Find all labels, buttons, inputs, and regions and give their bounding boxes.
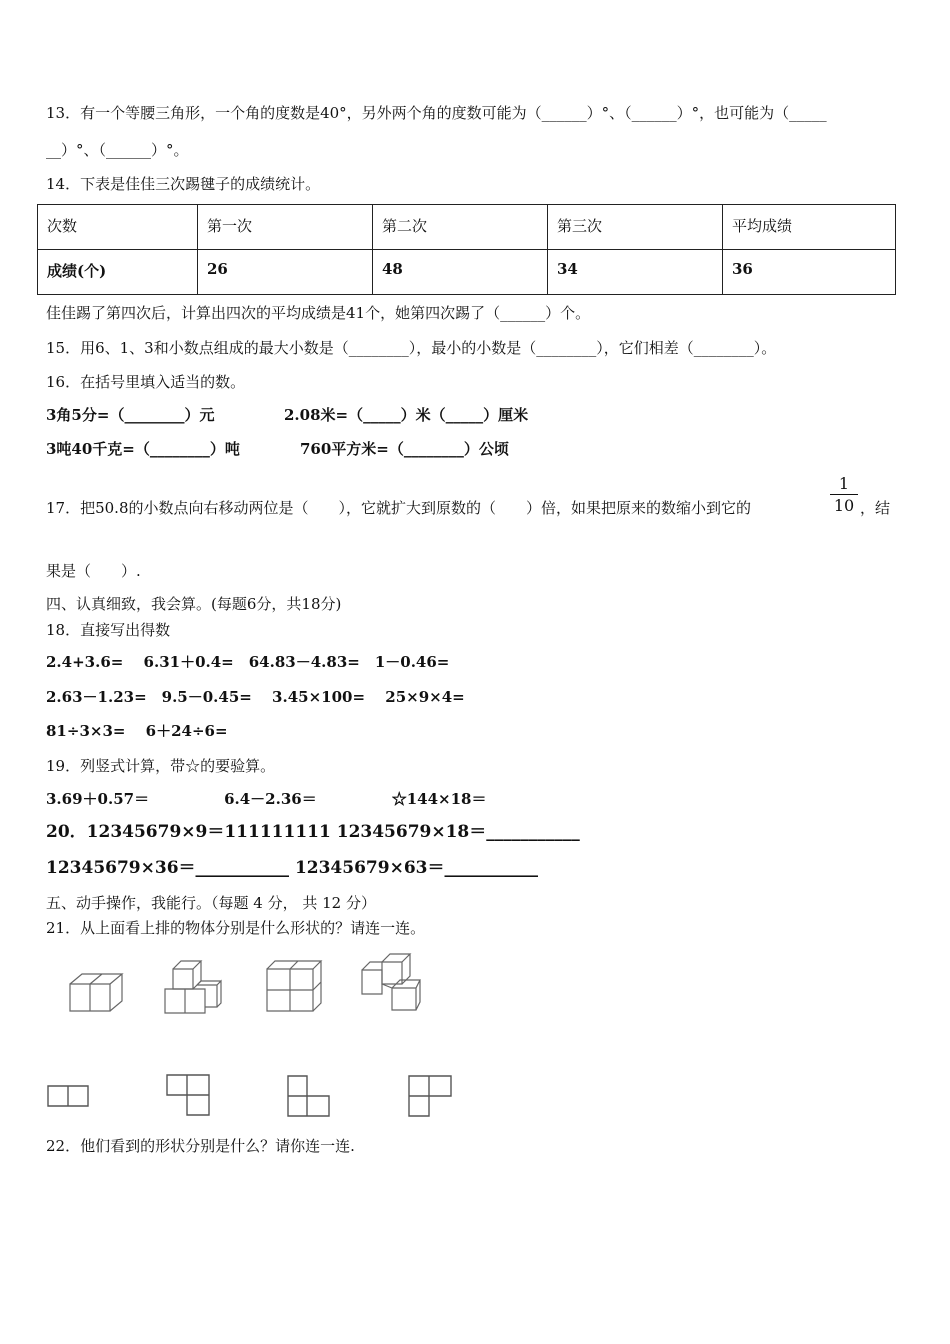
table-cell: 36 [723, 250, 896, 295]
view-shape-4 [405, 1073, 455, 1119]
q16-c: 3吨40千克=（________）吨 [46, 440, 240, 458]
table-cell: 34 [548, 250, 723, 295]
q21-title: 21．从上面看上排的物体分别是什么形状的？请连一连。 [46, 919, 426, 937]
cube-figure-4 [358, 950, 424, 1014]
view-shape-2 [165, 1072, 213, 1118]
table-header-cell: 第二次 [373, 205, 548, 250]
q22-title: 22．他们看到的形状分别是什么？请你连一连. [46, 1137, 355, 1155]
q14-title: 14．下表是佳佳三次踢毽子的成绩统计。 [46, 175, 321, 193]
q18-row1: 2.4+3.6= 6.31＋0.4= 64.83－4.83= 1－0.46= [46, 653, 450, 671]
q14-after: 佳佳踢了第四次后，计算出四次的平均成绩是41个，她第四次踢了（______）个。 [46, 304, 591, 322]
view-shape-1 [46, 1082, 92, 1110]
table-cell: 48 [373, 250, 548, 295]
q19-title: 19．列竖式计算，带☆的要验算。 [46, 757, 276, 775]
cube-figure-3 [263, 957, 323, 1015]
table-header-cell: 次数 [38, 205, 198, 250]
q18-title: 18．直接写出得数 [46, 621, 171, 639]
fraction-numerator: 1 [830, 474, 858, 495]
table-header-cell: 第三次 [548, 205, 723, 250]
q18-row2: 2.63－1.23= 9.5－0.45= 3.45×100= 25×9×4= [46, 688, 465, 706]
fraction-one-tenth [830, 474, 858, 517]
q15-line: 15．用6、1、3和小数点组成的最大小数是（________），最小的小数是（________），它们相差（________）。 [46, 339, 777, 357]
q19-row: 3.69＋0.57＝ 6.4－2.36＝ ☆144×18＝ [46, 790, 487, 808]
table-cell: 26 [198, 250, 373, 295]
table-cell: 成绩(个) [38, 250, 198, 295]
q13-line2: __）°、（______）°。 [46, 141, 189, 159]
q17-part2: ，结 [860, 499, 891, 517]
cube-figure-2 [161, 957, 225, 1017]
section5-heading: 五、动手操作，我能行。（每题 4 分， 共 12 分） [46, 894, 376, 912]
table-header-cell: 平均成绩 [723, 205, 896, 250]
q16-d: 760平方米=（________）公顷 [300, 440, 509, 458]
view-shape-3 [285, 1073, 333, 1119]
q20-line1: 20．12345679×9＝111111111 12345679×18＝___________ [46, 822, 580, 842]
q18-row3: 81÷3×3= 6＋24÷6= [46, 722, 228, 740]
q13-line1: 13．有一个等腰三角形，一个角的度数是40°，另外两个角的度数可能为（______）°、（______）°，也可能为（_____ [46, 104, 827, 122]
q17-line2: 果是（ ）. [46, 562, 141, 580]
fraction-denominator: 10 [833, 496, 855, 515]
q16-b: 2.08米=（_____）米（_____）厘米 [284, 406, 529, 424]
score-table [37, 204, 896, 295]
cube-figure-1 [66, 968, 126, 1014]
q20-line2: 12345679×36＝___________ 12345679×63＝___________ [46, 858, 538, 878]
table-header-cell: 第一次 [198, 205, 373, 250]
q16-a: 3角5分=（________）元 [46, 406, 215, 424]
q17-part1: 17．把50.8的小数点向右移动两位是（ ），它就扩大到原数的（ ）倍，如果把原来的数缩小到它的 [46, 499, 751, 517]
section4-heading: 四、认真细致，我会算。(每题6分，共18分) [46, 595, 342, 613]
q16-title: 16．在括号里填入适当的数。 [46, 373, 246, 391]
